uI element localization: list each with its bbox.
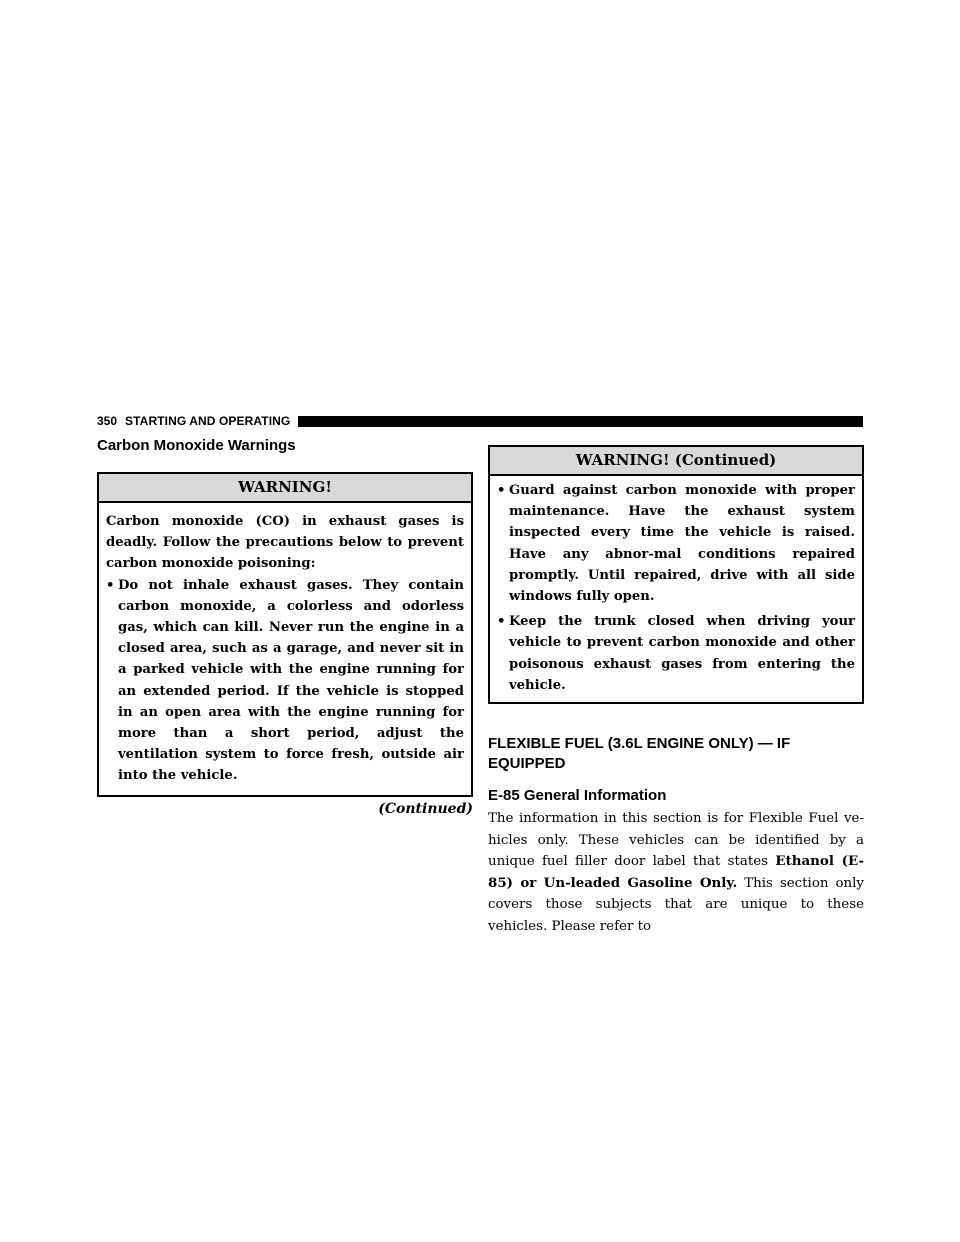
warning-box <box>97 472 473 797</box>
right-column <box>488 445 864 937</box>
e85-label-text: Ethanol (E-85) or Un-leaded Gasoline Only. <box>488 853 864 891</box>
e85-paragraph-part1: The information in this section is for Flexible Fuel ve-hicles only. These vehicles can be identified by a unique fuel filler door label that states <box>488 811 864 870</box>
flexible-fuel-heading <box>488 734 864 774</box>
page-number: 350 <box>97 414 118 428</box>
section-name: STARTING AND OPERATING <box>125 414 291 428</box>
bullet-text: Do not inhale exhaust gases. They contain carbon monoxide, a colorless and odorless gas, which can kill. Never run the engine in a closed area, such as a garage, and never sit in a parked vehicle with the engine running for an extended period. If the vehicle is stopped in an open area with the engine running for more than a short period, adjust the ventilation system to force fresh, outside air into the vehicle. <box>118 577 464 784</box>
warning-bullet <box>497 611 855 696</box>
bullet-text: Keep the trunk closed when driving your vehicle to prevent carbon monoxide and other poisonous exhaust gases from entering the vehicle. <box>509 614 855 693</box>
e85-paragraph <box>488 808 864 937</box>
warning-intro: Carbon monoxide (CO) in exhaust gases is deadly. Follow the precautions below to prevent carbon monoxide poisoning: <box>106 514 464 572</box>
bullet-icon: • <box>106 577 115 593</box>
flexible-fuel-heading-line2: EQUIPPED <box>488 755 566 773</box>
left-column <box>97 436 473 817</box>
flexible-fuel-heading-line1: FLEXIBLE FUEL (3.6L ENGINE ONLY) — IF <box>488 735 791 753</box>
warning-continued-body <box>490 476 862 702</box>
bullet-icon: • <box>497 614 506 630</box>
warning-continued-box <box>488 445 864 704</box>
bullet-icon: • <box>497 483 506 498</box>
warning-body <box>99 503 471 795</box>
bullet-text: Guard against carbon monoxide with proper maintenance. Have the exhaust system inspected every time the vehicle is raised. Have any abnor-mal conditions repaired promptly. Until repaired, drive with all side windows fully open. <box>509 483 855 605</box>
page-header <box>97 414 863 428</box>
warning-continued-title: WARNING! (Continued) <box>490 447 862 476</box>
e85-paragraph-part2: This section only covers those subjects that are unique to these vehicles. Please refer to <box>488 875 864 934</box>
warning-title: WARNING! <box>99 474 471 503</box>
warning-bullet <box>497 480 855 607</box>
header-rule <box>298 416 863 427</box>
warning-bullet <box>106 575 464 787</box>
continued-note: (Continued) <box>378 800 473 817</box>
e85-subheading: E-85 General Information <box>488 787 667 805</box>
carbon-monoxide-heading: Carbon Monoxide Warnings <box>97 437 296 454</box>
